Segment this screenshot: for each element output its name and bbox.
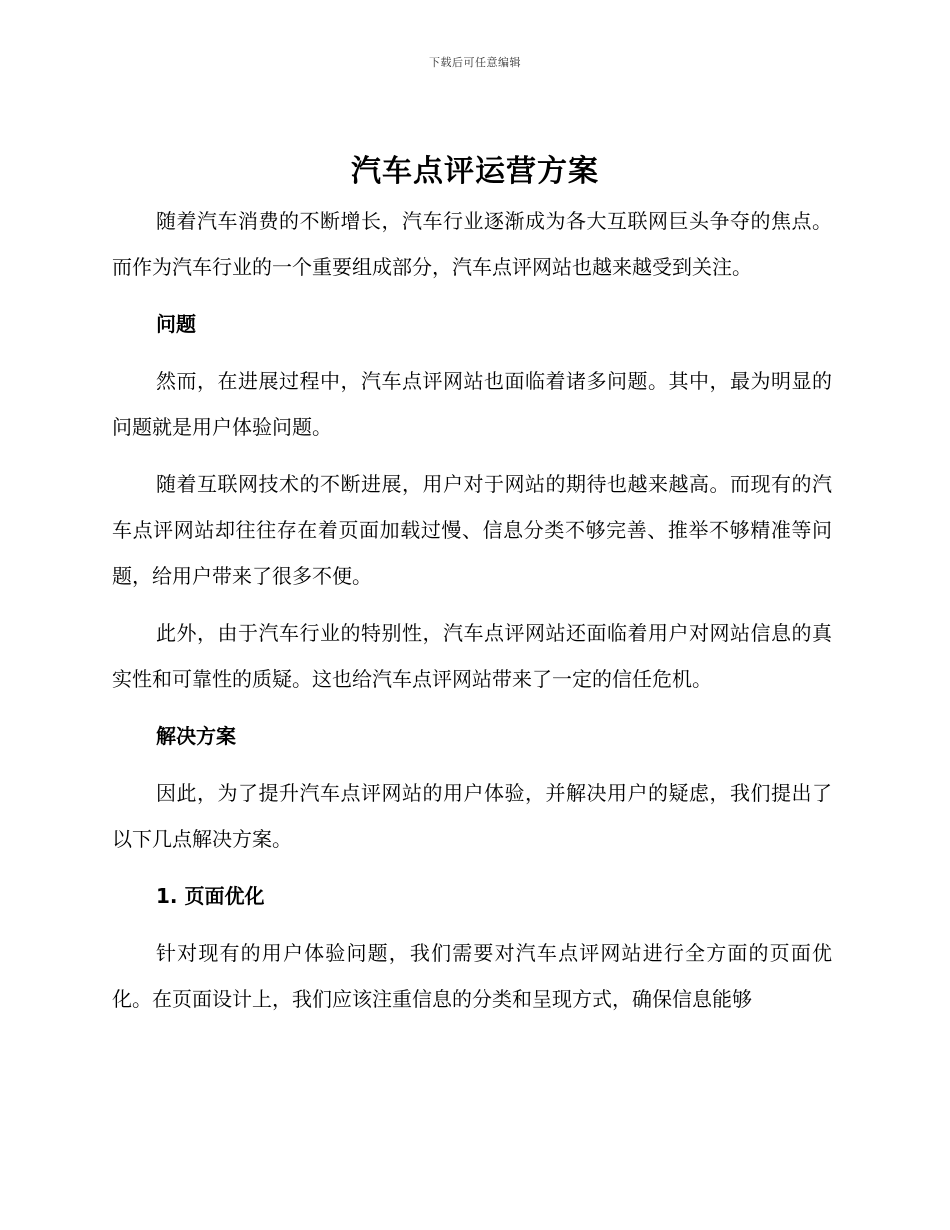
paragraph-problem-3: 此外，由于汽车行业的特别性，汽车点评网站还面临着用户对网站信息的真实性和可靠性的质疑。这也给汽车点评网站带来了一定的信任危机。 [112, 621, 832, 691]
paragraph-intro: 随着汽车消费的不断增长，汽车行业逐渐成为各大互联网巨头争夺的焦点。而作为汽车行业的一个重要组成部分，汽车点评网站也越来越受到关注。 [112, 209, 832, 279]
paragraph-solution-intro: 因此，为了提升汽车点评网站的用户体验，并解决用户的疑虑，我们提出了以下几点解决方案。 [112, 781, 832, 851]
paragraph-problem-2: 随着互联网技术的不断进展，用户对于网站的期待也越来越高。而现有的汽车点评网站却往往存在着页面加载过慢、信息分类不够完善、推举不够精准等问题，给用户带来了很多不便。 [112, 472, 832, 588]
paragraph-problem-1: 然而，在进展过程中，汽车点评网站也面临着诸多问题。其中，最为明显的问题就是用户体验问题。 [112, 369, 832, 439]
page-title: 汽车点评运营方案 [351, 154, 599, 189]
subheading-page-optimization: 1. 页面优化 [156, 884, 265, 908]
header-note: 下载后可任意编辑 [429, 56, 521, 69]
section-heading-solution: 解决方案 [156, 724, 236, 748]
paragraph-page-optimization: 针对现有的用户体验问题，我们需要对汽车点评网站进行全方面的页面优化。在页面设计上，我们应该注重信息的分类和呈现方式，确保信息能够 [112, 941, 832, 1011]
section-heading-problem: 问题 [156, 312, 196, 336]
document-body [112, 198, 832, 1033]
